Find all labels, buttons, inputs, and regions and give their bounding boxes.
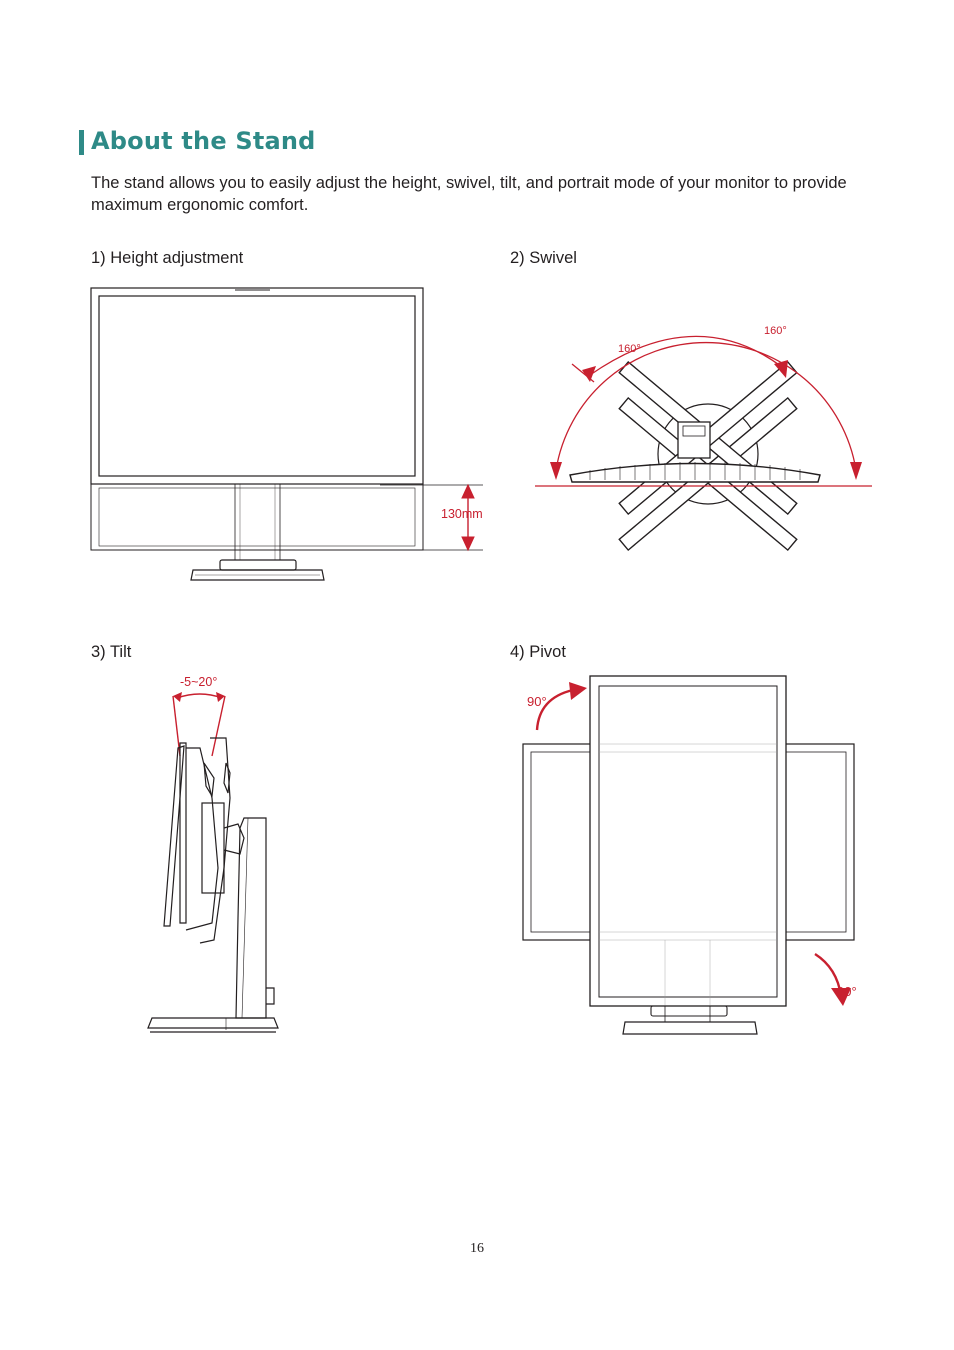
section-title: About the Stand bbox=[91, 127, 316, 155]
caption-height-adjustment: 1) Height adjustment bbox=[91, 249, 244, 267]
height-adjustment-diagram bbox=[85, 282, 505, 587]
height-range-label: 130mm bbox=[441, 507, 483, 521]
heading-accent-bar bbox=[79, 130, 84, 155]
pivot-top-angle-label: 90° bbox=[527, 694, 547, 709]
pivot-bottom-angle-label: 90° bbox=[837, 984, 857, 999]
swivel-left-angle-label: 160° bbox=[618, 343, 641, 355]
swivel-diagram bbox=[530, 312, 880, 552]
intro-paragraph: The stand allows you to easily adjust the height, swivel, tilt, and portrait mode of your monitor to provide maximum ergonomic comfort. bbox=[91, 174, 847, 214]
tilt-angle-label: -5~20° bbox=[180, 675, 218, 689]
caption-swivel: 2) Swivel bbox=[510, 249, 577, 267]
caption-pivot: 4) Pivot bbox=[510, 643, 566, 661]
caption-tilt: 3) Tilt bbox=[91, 643, 132, 661]
pivot-diagram bbox=[515, 668, 865, 1043]
tilt-diagram bbox=[140, 668, 300, 1043]
page-number: 16 bbox=[470, 1241, 484, 1256]
swivel-right-angle-label: 160° bbox=[764, 325, 787, 337]
